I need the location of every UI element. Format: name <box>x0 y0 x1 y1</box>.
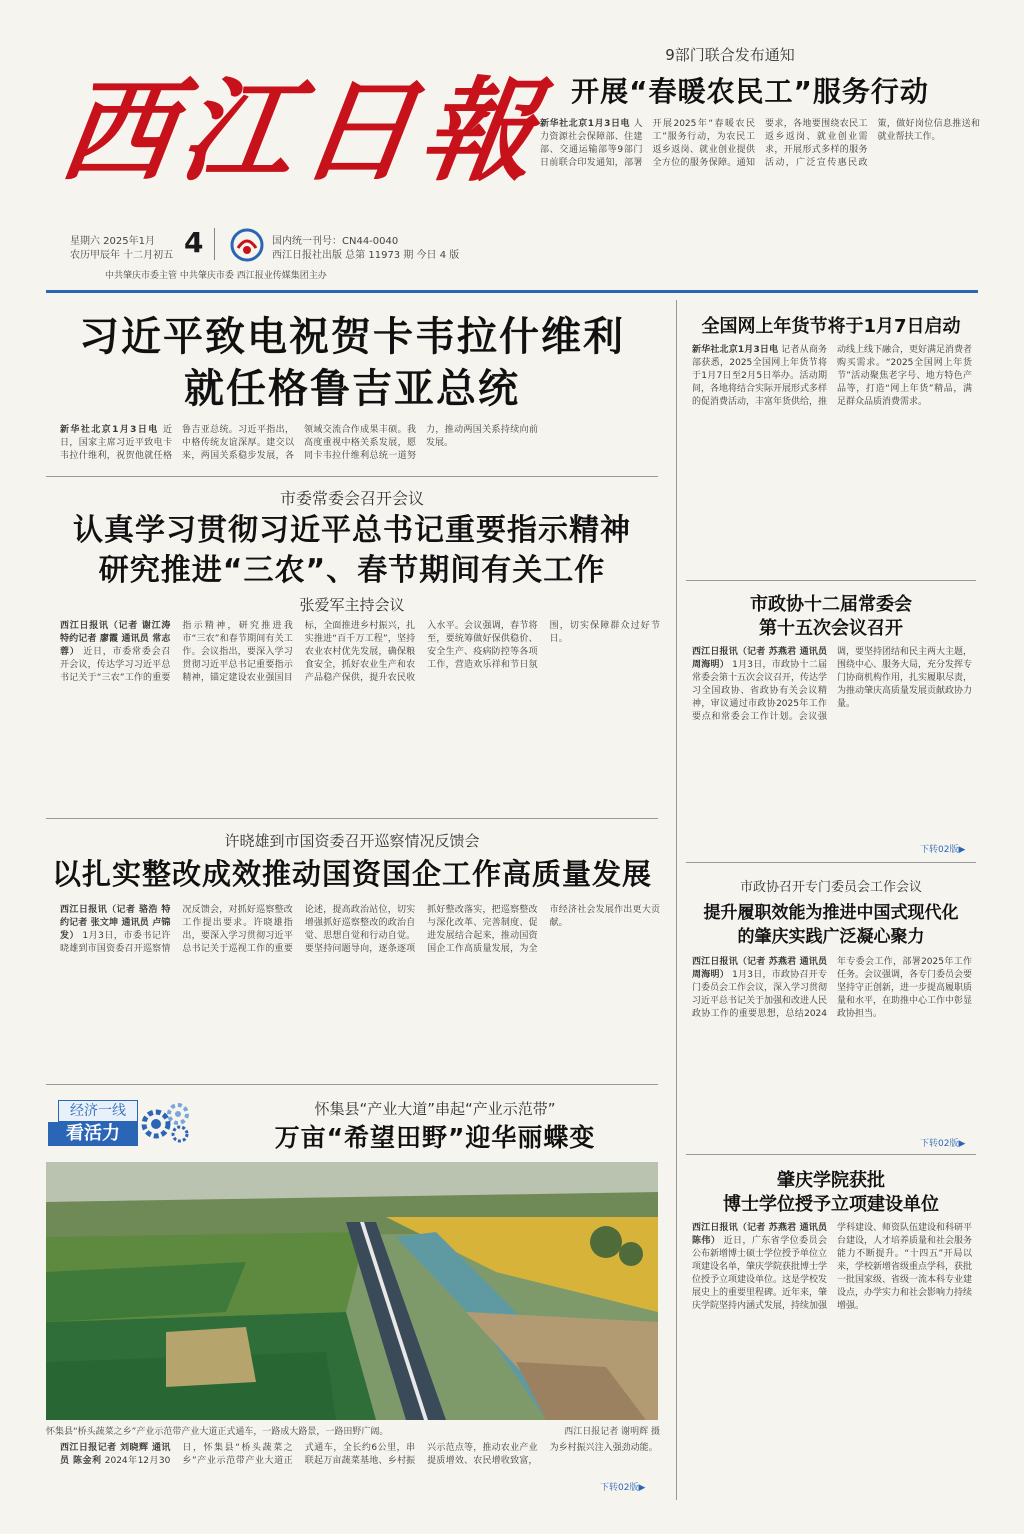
side1-headline[interactable]: 全国网上年货节将于1月7日启动 <box>701 316 961 337</box>
feature-body <box>60 1442 660 1494</box>
side3-more-link[interactable]: 下转02版▶ <box>920 1139 966 1149</box>
top-story-body <box>540 118 980 278</box>
story2-text: 近日，市委常委会召开会议，传达学习习近平总书记关于“三农”工作的重要指示精神，研究推进我市“三农”和春节期间有关工作。会议指出，要深入学习贯彻习近平总书记重要指示精神，锚定建设农业强国目标，全面推进乡村振兴，扎实推进“百千万工程”，坚持农业农村优先发展，确保粮食安全，抓好农业生产和农产品稳产保供，提升农民收入水平。会议强调，春节将至，要统筹做好保供稳价、安全生产、疫病防控等各项工作，营造欢乐祥和节日氛围，切实保障群众过好节日。 <box>60 621 660 683</box>
lead-text: 近日，国家主席习近平致电卡韦拉什维利，祝贺他就任格鲁吉亚总统。习近平指出，中格传统友谊深厚。建交以来，两国关系稳步发展，各领域交流合作成果丰硕。我高度重视中格关系发展，愿同卡韦拉什维利总统一道努力，推动两国关系持续向前发展。 <box>60 425 538 461</box>
side4-headline-line2[interactable]: 博士学位授予立项建设单位 <box>723 1194 939 1215</box>
lead-headline-line1[interactable]: 习近平致电祝贺卡韦拉什维利 <box>79 314 625 360</box>
side-rule <box>686 862 976 863</box>
side1-dateline: 新华社北京1月3日电 <box>692 345 779 355</box>
side-rule <box>686 1154 976 1155</box>
side3-kicker: 市政协召开专门委员会工作会议 <box>739 880 922 895</box>
story2-body <box>60 620 660 810</box>
feature-photo[interactable] <box>46 1162 658 1420</box>
feature-photo-caption: 怀集县“桥头蔬菜之乡”产业示范带产业大道正式通车，一路成大路景，一路田野广阔。 <box>46 1427 389 1437</box>
side3-byline: 西江日报讯（记者 苏燕君 通讯员 周海明） <box>692 957 827 980</box>
feature-kicker: 怀集县“产业大道”串起“产业示范带” <box>314 1100 556 1118</box>
side1-body <box>692 344 972 572</box>
feature-badge-top: 经济一线 <box>58 1100 138 1122</box>
column-divider <box>676 300 677 1500</box>
story3-text: 1月3日，市委书记许晓雄到市国资委召开巡察情况反馈会，对抓好巡察整改工作提出要求。许晓雄指出，要深入学习贯彻习近平总书记关于巡视工作的重要论述，提高政治站位，切实增强抓好巡察整改的政治自觉、思想自觉和行动自觉。要坚持问题导向，逐条逐项抓好整改落实，把巡察整改与深化改革、完善制度、促进发展结合起来，推动国资国企工作高质量发展，为全市经济社会发展作出更大贡献。 <box>60 905 660 954</box>
masthead-divider <box>214 228 215 260</box>
story3-body <box>60 904 660 1074</box>
feature-headline[interactable]: 万亩“希望田野”迎华丽蝶变 <box>274 1123 596 1152</box>
story2-kicker: 市委常委会召开会议 <box>279 489 424 508</box>
masthead-rule <box>46 290 978 293</box>
top-story-dateline: 新华社北京1月3日电 <box>540 119 631 129</box>
sponsor-line: 中共肇庆市委主管 中共肇庆市委 西江报业传媒集团主办 <box>105 271 327 281</box>
gear-icon <box>138 1100 194 1146</box>
side4-text: 近日，广东省学位委员会公布新增博士硕士学位授予单位立项建设名单，肇庆学院获批博士学位授予立项建设单位。这是学校发展史上的重要里程碑。近年来，肇庆学院坚持内涵式发展，持续加强学科建设、师资队伍建设和科研平台建设，人才培养质量和社会服务能力不断提升。“十四五”开局以来，学校新增省级重点学科，获批一批国家级、省级一流本科专业建设点，办学实力和社会影响力持续增强。 <box>692 1223 972 1311</box>
lead-body <box>60 424 660 468</box>
feature-byline: 西江日报记者 刘晓辉 通讯员 陈金利 <box>60 1443 171 1466</box>
section-rule <box>46 1084 658 1085</box>
side3-headline-line1[interactable]: 提升履职效能为推进中国式现代化 <box>703 903 959 923</box>
story3-byline: 西江日报讯（记者 骆浩 特约记者 张文坤 通讯员 卢锦发） <box>60 905 171 941</box>
section-rule <box>46 476 658 477</box>
publisher-logo-icon <box>230 228 264 262</box>
day-number: 4 <box>184 226 204 259</box>
side2-more-link[interactable]: 下转02版▶ <box>920 845 966 855</box>
feature-badge-bottom: 看活力 <box>48 1122 138 1146</box>
side1-text: 记者从商务部获悉，2025全国网上年货节将于1月7日至2月5日举办。活动期间，各地将结合实际开展形式多样的促消费活动，丰富年货供给，推动线上线下融合，更好满足消费者购买需求。“2025全国网上年货节”活动聚焦老字号、地方特色产品等，打造“网上年货”精品，满足群众品质消费需求。 <box>692 345 972 407</box>
side4-headline-line1[interactable]: 肇庆学院获批 <box>777 1170 885 1191</box>
side2-headline-line1[interactable]: 市政协十二届常委会 <box>750 594 912 615</box>
side4-byline: 西江日报讯（记者 苏燕君 通讯员 陈伟） <box>692 1223 827 1246</box>
top-story-kicker: 9部门联合发布通知 <box>665 46 795 64</box>
story2-headline-line1[interactable]: 认真学习贯彻习近平总书记重要指示精神 <box>73 513 631 548</box>
side2-byline: 西江日报讯（记者 苏燕君 通讯员 周海明） <box>692 647 827 670</box>
story2-headline-line2[interactable]: 研究推进“三农”、春节期间有关工作 <box>98 553 606 588</box>
story2-byline: 西江日报讯（记者 谢江涛 特约记者 廖霞 通讯员 常志蓉） <box>60 621 171 657</box>
feature-more-link[interactable]: 下转02版▶ <box>600 1483 646 1493</box>
feature-photo-credit: 西江日报记者 谢明辉 摄 <box>564 1427 660 1437</box>
issue-date: 星期六 2025年1月 <box>70 236 155 247</box>
side3-body <box>692 956 972 1136</box>
newspaper-masthead: 西江日報 <box>53 66 552 197</box>
cn-number: 国内统一刊号：CN44-0040 <box>272 236 399 247</box>
side-rule <box>686 580 976 581</box>
section-rule <box>46 818 658 819</box>
lead-headline-line2[interactable]: 就任格鲁吉亚总统 <box>184 366 520 412</box>
publisher-line: 西江日报社出版 总第 11973 期 今日 4 版 <box>272 250 460 261</box>
side3-headline-line2[interactable]: 的肇庆实践广泛凝心聚力 <box>737 927 925 947</box>
lunar-date: 农历甲辰年 十二月初五 <box>70 250 174 261</box>
side2-headline-line2[interactable]: 第十五次会议召开 <box>759 618 903 639</box>
top-story-headline[interactable]: 开展“春暖农民工”服务行动 <box>571 75 929 108</box>
story3-headline[interactable]: 以扎实整改成效推动国资国企工作高质量发展 <box>51 857 652 891</box>
side2-text: 1月3日，市政协十二届常委会第十五次会议召开，传达学习全国政协、省政协有关会议精神，审议通过市政协2025年工作要点和常委会工作计划。会议强调，要坚持团结和民主两大主题，围绕中心、服务大局，充分发挥专门协商机构作用，扎实履职尽责，为推动肇庆高质量发展贡献政协力量。 <box>692 647 972 722</box>
top-story-text: 人力资源社会保障部、住建部、交通运输部等9部门日前联合印发通知，部署开展2025年“春暖农民工”服务行动，为农民工返乡返岗、就业创业提供全方位的服务保障。通知要求，各地要围绕农民工返乡返岗、就业创业需求，开展形式多样的服务活动，广泛宣传惠民政策，做好岗位信息推送和就业帮扶工作。 <box>540 119 980 168</box>
side3-text: 1月3日，市政协召开专门委员会工作会议，深入学习贯彻习近平总书记关于加强和改进人民政协工作的重要思想，总结2024年专委会工作，部署2025年工作任务。会议强调，各专门委员会要坚持守正创新，进一步提高履职质量和水平，在助推中心工作中彰显政协担当。 <box>692 957 972 1019</box>
lead-dateline: 新华社北京1月3日电 <box>60 425 159 435</box>
story3-kicker: 许晓雄到市国资委召开巡察情况反馈会 <box>224 832 480 850</box>
feature-text: 2024年12月30日，怀集县“桥头蔬菜之乡”产业示范带产业大道正式通车，全长约6公里，串联起万亩蔬菜基地、乡村振兴示范点等，推动农业产业提质增效、农民增收致富，为乡村振兴注入强劲动能。 <box>104 1443 658 1466</box>
side4-body <box>692 1222 972 1492</box>
story2-subhead: 张爱军主持会议 <box>299 596 405 614</box>
side2-body <box>692 646 972 838</box>
